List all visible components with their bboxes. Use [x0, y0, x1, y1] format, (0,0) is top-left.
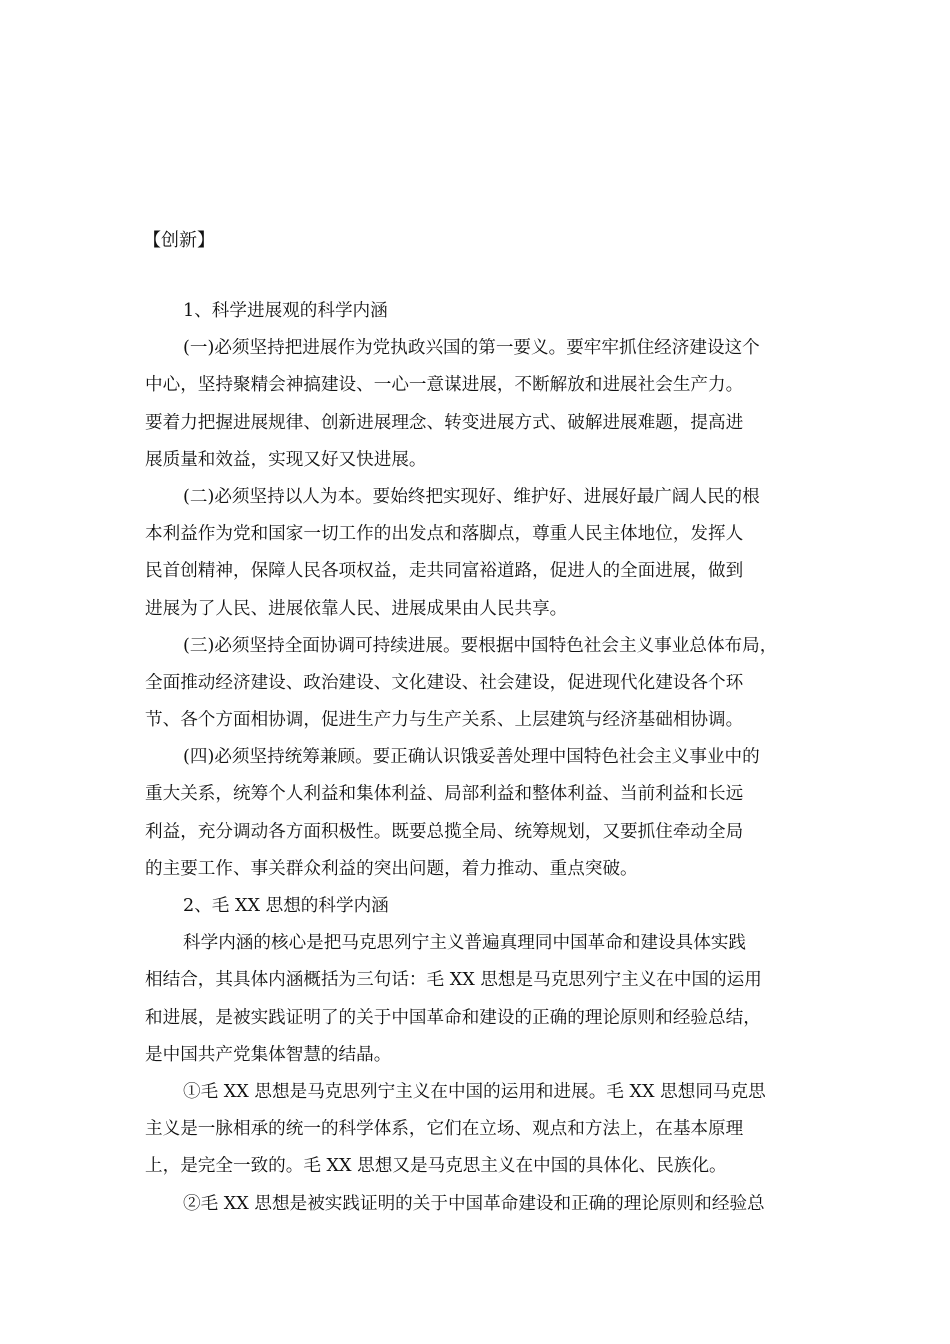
paragraph-line: 主义是一脉相承的统一的科学体系，它们在立场、观点和方法上，在基本原理: [145, 1119, 744, 1140]
paragraph-line: 利益，充分调动各方面积极性。既要总揽全局、统筹规划，又要抓住牵动全局: [145, 821, 744, 842]
paragraph-line: 节、各个方面相协调，促进生产力与生产关系、上层建筑与经济基础相协调。: [145, 710, 744, 731]
paragraph-line: ①毛 XX 思想是马克思列宁主义在中国的运用和进展。毛 XX 思想同马克思: [183, 1081, 766, 1102]
paragraph-line: 展质量和效益，实现又好又快进展。: [145, 449, 427, 470]
paragraph-line: 是中国共产党集体智慧的结晶。: [145, 1044, 392, 1065]
paragraph-line: 上，是完全一致的。毛 XX 思想又是马克思主义在中国的具体化、民族化。: [145, 1156, 727, 1177]
paragraph-line: 重大关系，统筹个人利益和集体利益、局部利益和整体利益、当前利益和长远: [145, 784, 744, 805]
paragraph-line: 和进展，是被实践证明了的关于中国革命和建设的正确的理论原则和经验总结，: [145, 1007, 761, 1028]
paragraph-line: 相结合，其具体内涵概括为三句话：毛 XX 思想是马克思列宁主义在中国的运用: [145, 970, 762, 991]
section-heading: 1、科学进展观的科学内涵: [183, 301, 388, 321]
paragraph-line: 的主要工作、事关群众利益的突出问题，着力推动、重点突破。: [145, 858, 638, 879]
paragraph-line: 中心，坚持聚精会神搞建设、一心一意谋进展，不断解放和进展社会生产力。: [145, 375, 744, 396]
section-heading: 2、毛 XX 思想的科学内涵: [183, 896, 389, 916]
paragraph-line: 全面推动经济建设、政治建设、文化建设、社会建设，促进现代化建设各个环: [145, 672, 744, 693]
paragraph-line: ②毛 XX 思想是被实践证明的关于中国革命建设和正确的理论原则和经验总: [183, 1193, 765, 1214]
paragraph-line: (一)必须坚持把进展作为党执政兴国的第一要义。要牢牢抓住经济建设这个: [183, 338, 760, 359]
paragraph-line: (四)必须坚持统筹兼顾。要正确认识饿妥善处理中国特色社会主义事业中的: [183, 747, 760, 768]
paragraph-line: (二)必须坚持以人为本。要始终把实现好、维护好、进展好最广阔人民的根: [183, 486, 760, 507]
section-tag: 【创新】: [143, 230, 215, 251]
paragraph-line: (三)必须坚持全面协调可持续进展。要根据中国特色社会主义事业总体布局，: [183, 635, 778, 656]
document-body: [145, 293, 815, 1223]
paragraph-line: 进展为了人民、进展依靠人民、进展成果由人民共享。: [145, 598, 568, 619]
paragraph-line: 本利益作为党和国家一切工作的出发点和落脚点，尊重人民主体地位，发挥人: [145, 524, 744, 545]
paragraph-line: 民首创精神，保障人民各项权益，走共同富裕道路，促进人的全面进展，做到: [145, 561, 744, 582]
paragraph-line: 要着力把握进展规律、创新进展理念、转变进展方式、破解进展难题，提高进: [145, 412, 744, 433]
paragraph-line: 科学内涵的核心是把马克思列宁主义普遍真理同中国革命和建设具体实践: [183, 933, 747, 954]
